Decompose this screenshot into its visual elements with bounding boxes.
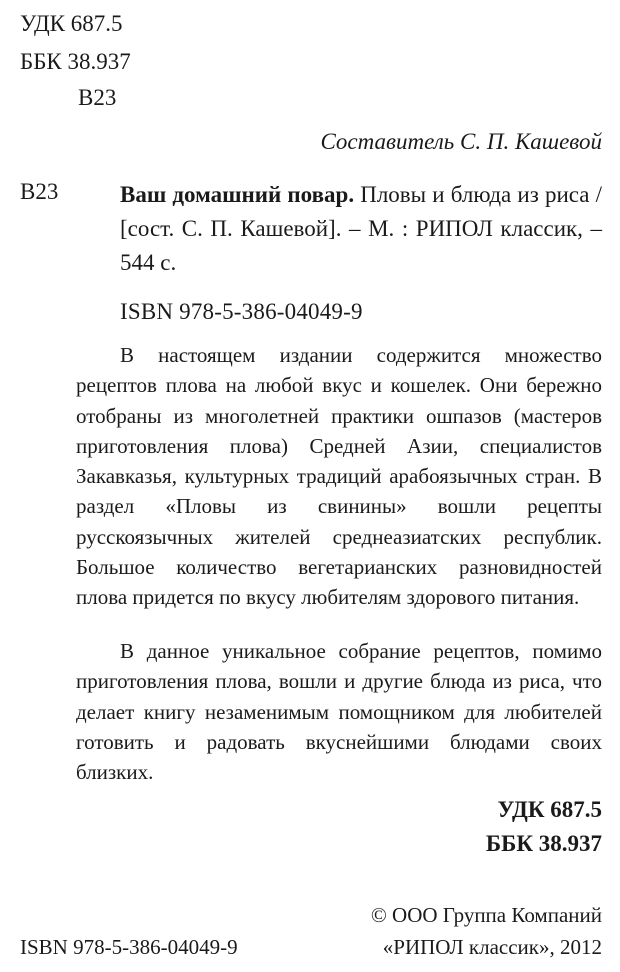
- bbk-code: ББК 38.937: [20, 49, 131, 74]
- bibliographic-record: [120, 178, 602, 280]
- annotation-paragraph: В данное уникальное собрание рецептов, помимо приготовления плова, вошли и другие блюда из риса, что делает книгу незаменимым помощником для любителей готовить и радовать вкуснейшими блюдами своих близких.: [76, 639, 602, 785]
- bibliographic-description: Пловы и блюда из риса / [сост. С. П. Кашевой]. – М. : РИПОЛ классик, – 544 с.: [120, 182, 602, 275]
- copyright-line: «РИПОЛ классик», 2012: [382, 935, 602, 959]
- copyright-line: © ООО Группа Компаний: [370, 903, 602, 927]
- compiler-line: Составитель С. П. Кашевой: [320, 129, 602, 154]
- bbk-code-bottom: ББК 38.937: [485, 831, 602, 856]
- isbn-bottom: ISBN 978-5-386-04049-9: [20, 935, 238, 959]
- isbn: ISBN 978-5-386-04049-9: [120, 299, 363, 324]
- catalog-code: В23: [20, 179, 59, 204]
- book-title: Ваш домашний повар.: [120, 182, 355, 207]
- udk-code-bottom: УДК 687.5: [497, 797, 602, 822]
- author-mark: В23: [78, 85, 117, 110]
- udk-code: УДК 687.5: [20, 11, 123, 36]
- annotation-paragraph: В настоящем издании содержится множество рецептов плова на любой вкус и кошелек. Они бережно отобраны из многолетней практики ошпазов (мастеров приготовления плова) Средней Азии, специалистов Закавказья, культурных традиций арабоязычных стран. В раздел «Пловы из свинины» вошли рецепты русскоязычных жителей среднеазиатских республик. Большое количество вегетарианских разновидностей плова придется по вкусу любителям здорового питания.: [76, 343, 602, 610]
